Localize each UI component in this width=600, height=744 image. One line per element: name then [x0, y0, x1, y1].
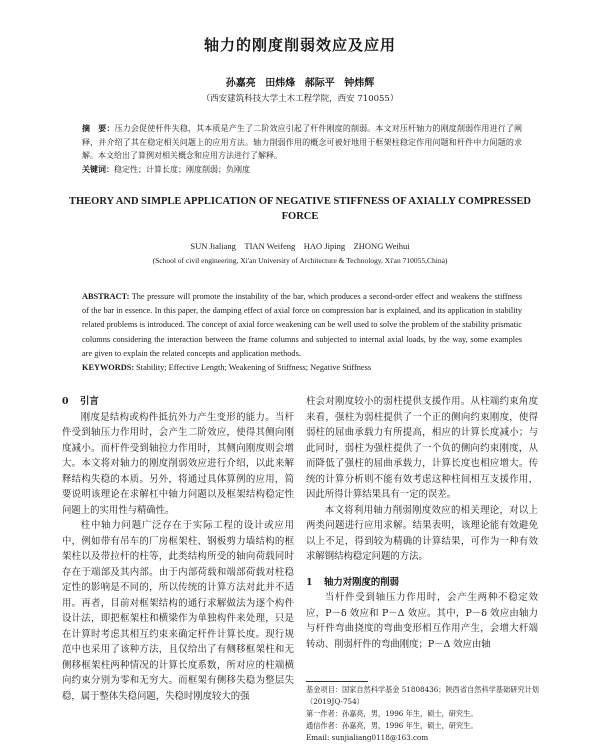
abstract-en: [82, 290, 522, 375]
paper-title-en: THEORY AND SIMPLE APPLICATION OF NEGATIVE STIFFNESS OF AXIALLY COMPRESSED FORCE: [69, 196, 531, 222]
footnote-corresponding: 通信作者：孙嘉亮，男，1996 年生，硕士，研究生。: [306, 721, 478, 730]
section-number: 1: [306, 576, 313, 588]
abstract-label-en: ABSTRACT:: [82, 292, 130, 301]
abstract-cn: [82, 122, 522, 176]
abstract-text-en: The pressure will promote the instability of the bar, which produces a second-order effect and weakens the stiffness of the bar in essence. In this paper, the damping effect of axial force on compression bar is explained, and its application in stability related problems is introduced. The concept of axial force weakening can be well used to solve the problem of the stability prismatic columns considering the interaction between the frame columns and subjected to internal axial loads, by the way, some examples are given to explain the related concepts and application methods.: [82, 292, 522, 358]
paragraph: 本文将利用轴力削弱刚度效应的相关理论，对以上两类问题进行应用求解。结果表明，该理论能有效避免以上不足，得到较为精确的计算结果，可作为一种有效求解钢结构稳定问题的方法。: [306, 504, 538, 562]
authors-cn: [0, 74, 600, 89]
affiliation-en: (School of civil engineering, Xi'an University of Architecture & Technology, Xi'an 710055,China): [152, 256, 448, 265]
section-heading: [62, 394, 294, 410]
keywords-label-cn: 关键词：: [82, 163, 114, 174]
section-title: 轴力对刚度的削弱: [324, 576, 400, 588]
author-name: 孙嘉亮: [225, 78, 256, 89]
authors-en: SUN Jialiang TIAN Weifeng HAO Jiping ZHONG Weihui: [190, 241, 410, 251]
paper-title-cn: 轴力的刚度削弱效应及应用: [203, 36, 396, 54]
keywords-cn: 稳定性；计算长度；刚度削弱；负刚度: [114, 164, 250, 174]
paragraph: 当杆件受到轴压力作用时，会产生两种不稳定效应，P－δ 效应和 P－Δ 效应。其中，P－δ 效应由轴力与杆件弯曲挠度的弯曲变形相互作用产生，会增大杆端转动、削弱杆件的弯曲刚度；P－Δ 效应由轴: [306, 592, 538, 650]
keywords-label-en: KEYWORDS:: [82, 363, 135, 373]
body-column-left: [62, 394, 294, 704]
author-name: 郝际平: [304, 78, 335, 89]
footnote-divider: [306, 681, 368, 682]
footnote-email: Email: sunjialiang0118@163.com: [306, 733, 429, 742]
body-column-right: [306, 394, 538, 652]
footnote: [306, 684, 546, 744]
paragraph: 柱会对刚度较小的弱柱提供支援作用。从柱端约束角度来看，强柱为弱柱提供了一个正的侧向约束刚度，使得弱柱的屈曲承载力有所提高，相应的计算长度减小；与此同时，弱柱为强柱提供了一个负的侧向约束刚度，从而降低了强柱的屈曲承载力，计算长度也相应增大。传统的计算分析则不能有效考虑这种柱间相互支援作用，因此所得计算结果具有一定的误差。: [306, 396, 538, 500]
abstract-text-cn: 压力会促使杆件失稳，其本质是产生了二阶效应引起了杆件刚度的削弱。本文对压杆轴力的刚度削弱作用进行了阐释，并介绍了其在稳定相关问题上的应用方法。轴力削弱作用的概念可被好地用于框架柱稳定作用问题和杆件中力间题的求解。本文给出了算例对相关概念和应用方法进行了解释。: [82, 124, 523, 160]
author-name: 钟炜辉: [344, 78, 375, 89]
abstract-label-cn: 摘 要：: [82, 123, 115, 133]
footnote-author: 第一作者：孙嘉亮，男，1996 年生，硕士，研究生。: [306, 709, 478, 718]
keywords-en: Stability; Effective Length; Weakening of Stiffness; Negative Stiffness: [136, 363, 372, 373]
section-number: 0: [62, 396, 69, 407]
section-title: 引言: [80, 396, 99, 407]
section-heading: [306, 575, 538, 591]
footnote-fund: 基金项目：国家自然科学基金 51808436；陕西省自然科学基础研究计划（2019JQ-754）: [306, 685, 539, 706]
paragraph: 柱中轴力问题广泛存在于实际工程的设计或应用中，例如带有吊车的厂房框架柱、钢板剪力墙结构的框架柱以及带拉杆的柱等，此类结构所受的轴向荷载同时存在于端部及其内部。由于内部荷载和端部荷载对柱稳定性的影响是不同的，所以传统的计算方法对此并不适用。再者，目前对框架结构的通行求解做法为逐个构件设计法，即把框架柱和横梁作为单独构件来处理，只是在计算时考虑其相互约束来确定杆件计算长度。现行规范中也采用了该种方法，且仅给出了有侧移框架柱和无侧移框架柱两种情况的计算长度系数，所对应的柱端横向约束分别为零和无穷大。而框架有侧移失稳为整层失稳，属于整体失稳问题，失稳时刚度较大的强: [62, 520, 294, 702]
author-name: 田炜烽: [265, 78, 296, 89]
paragraph: 刚度是结构或构件抵抗外力产生变形的能力。当杆件受到轴压力作用时，会产生二阶效应，使得其侧向刚度减小。而杆件受到轴拉力作用时，其侧向刚度则会增大。本文将对轴力的刚度削弱效应进行介绍，以此来解释结构失稳的本质。另外，将通过具体算例的应用，简要说明该理论在求解杠中轴力问题以及框架结构稳定性问题上的实用性与精确性。: [62, 411, 294, 516]
affiliation-cn: （西安建筑科技大学土木工程学院，西安 710055）: [201, 94, 399, 104]
